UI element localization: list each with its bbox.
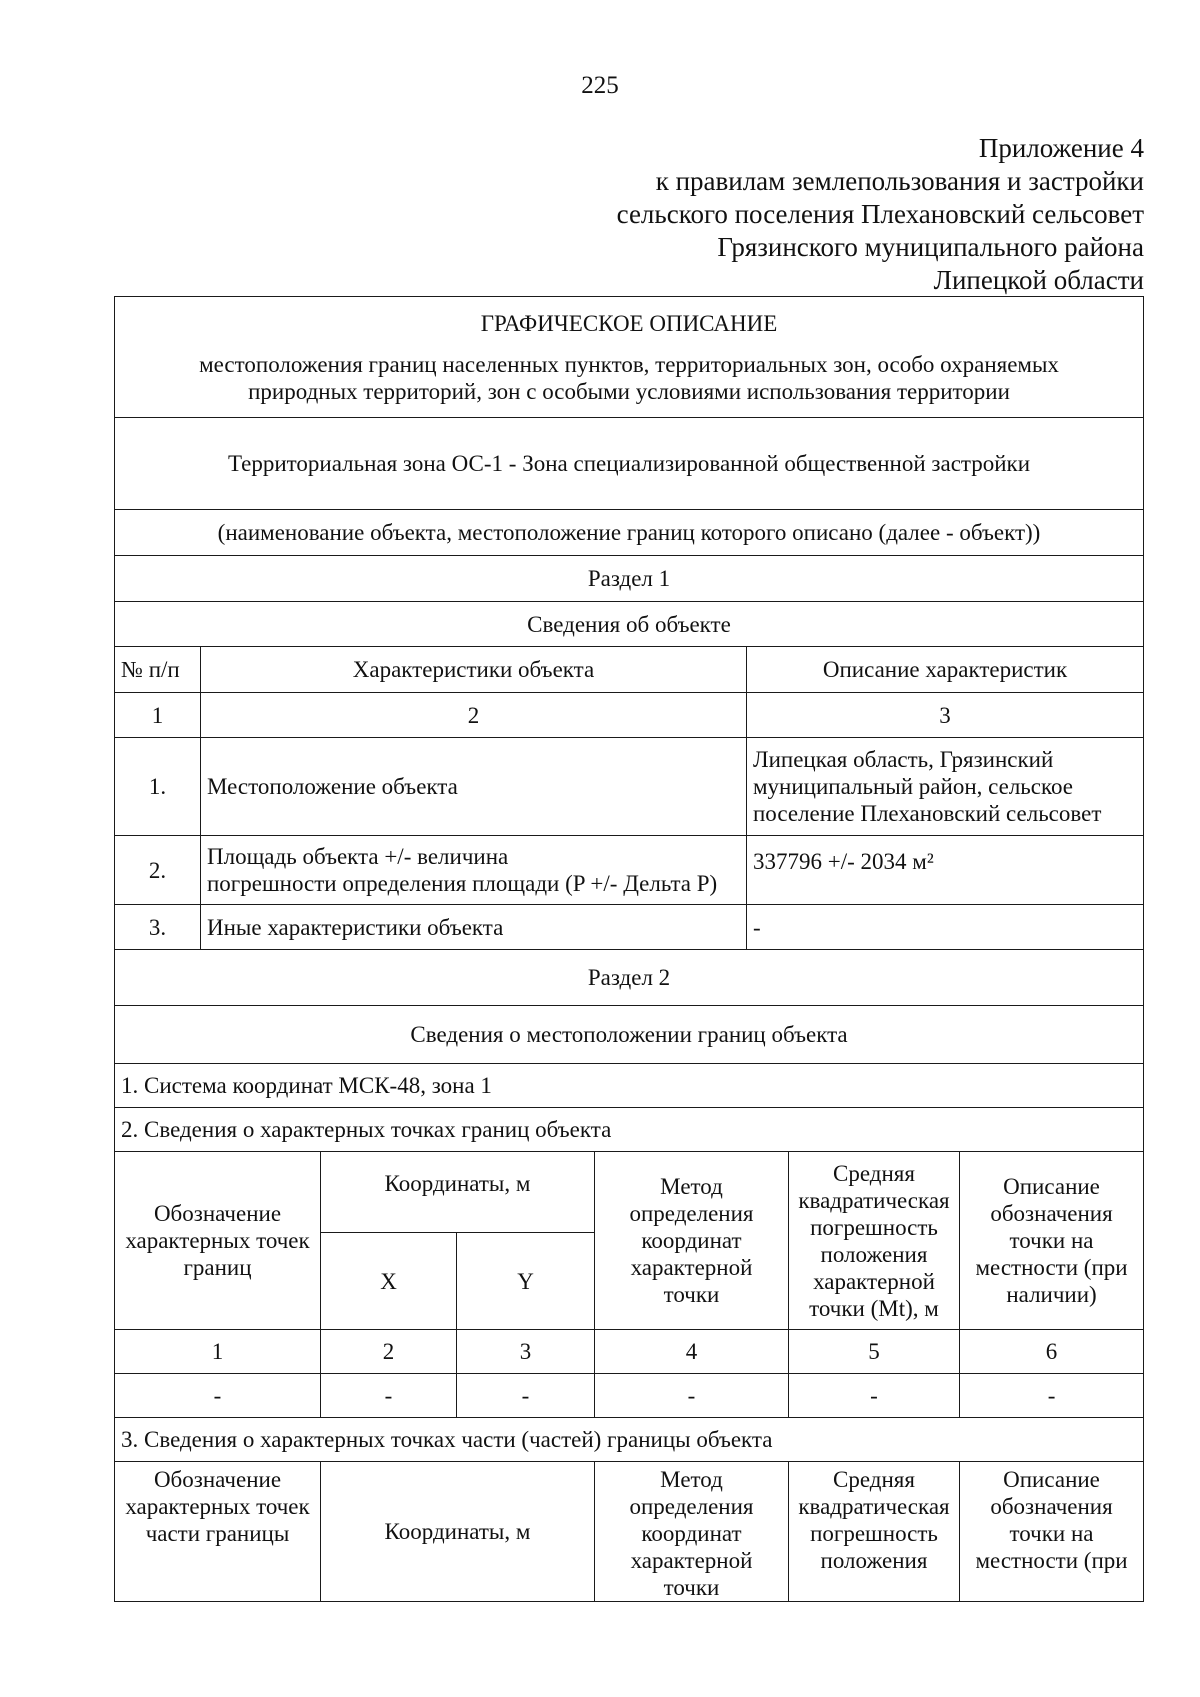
text-line: характерных точек (125, 1494, 310, 1519)
text-line: Липецкая область, Грязинский (753, 747, 1054, 772)
text-line: обозначения (990, 1494, 1113, 1519)
text-line: границ (183, 1255, 252, 1280)
column-number: 5 (789, 1330, 960, 1374)
header-line: Грязинского муниципального района (717, 232, 1144, 262)
subtitle-line: природных территорий, зон с особыми условиями использования территории (248, 378, 1010, 404)
column-number: 4 (595, 1330, 789, 1374)
row-number: 1. (115, 738, 201, 836)
coord-system: 1. Система координат МСК-48, зона 1 (115, 1064, 1144, 1108)
column-number: 3 (457, 1330, 595, 1374)
text-line: наличии) (1006, 1282, 1097, 1307)
section2-title: Раздел 2 (115, 950, 1144, 1006)
text-line: положения (820, 1241, 928, 1267)
header-y: Y (457, 1233, 595, 1330)
text-line: муниципальный район, сельское (753, 774, 1073, 799)
section1-table (114, 296, 1144, 950)
point-cell: - (115, 1374, 321, 1418)
column-number: 3 (747, 693, 1144, 738)
table-row (115, 1374, 1144, 1418)
text-line: погрешности определения площади (P +/- Дельта P) (207, 871, 718, 896)
text-line: Описание (1003, 1467, 1100, 1492)
text-line: определения (629, 1494, 754, 1519)
parts-header-row (115, 1462, 1144, 1602)
section2-title-row (115, 950, 1144, 1006)
text-line: Метод (660, 1467, 723, 1492)
section2-table (114, 949, 1144, 1602)
title-row (115, 297, 1144, 418)
row-characteristic (201, 905, 747, 950)
points-heading: 2. Сведения о характерных точках границ объекта (115, 1108, 1144, 1152)
text-line: характерных точек (125, 1228, 310, 1253)
section2-subtitle-row (115, 1006, 1144, 1064)
header-line: к правилам землепользования и застройки (655, 166, 1144, 196)
text-line: 337796 +/- 2034 м² (753, 849, 934, 874)
header-error (789, 1152, 960, 1330)
text-line: характерной точки (630, 1255, 753, 1307)
column-number: 6 (960, 1330, 1144, 1374)
header-number: № п/п (115, 647, 201, 693)
object-name: Территориальная зона ОС-1 - Зона специализированной общественной застройки (115, 418, 1144, 510)
section1-title: Раздел 1 (115, 556, 1144, 602)
text-line: Средняя (833, 1160, 915, 1186)
subtitle-line: местоположения границ населенных пунктов, территориальных зон, особо охраняемых (199, 351, 1059, 377)
header-x: X (321, 1233, 457, 1330)
points-header-row (115, 1152, 1144, 1233)
text-line: определения (629, 1201, 754, 1226)
point-cell: - (960, 1374, 1144, 1418)
column-number: 2 (201, 693, 747, 738)
row-characteristic (201, 836, 747, 905)
points-numbers-row (115, 1330, 1144, 1374)
point-cell: - (457, 1374, 595, 1418)
point-cell: - (789, 1374, 960, 1418)
column-number: 1 (115, 1330, 321, 1374)
text-line: Метод (660, 1174, 723, 1199)
header-point-description (960, 1462, 1144, 1602)
text-line: Площадь объекта +/- величина (207, 844, 509, 869)
text-line: Средняя (833, 1467, 915, 1492)
text-line: Обозначение (153, 1467, 282, 1492)
text-line: части границы (145, 1521, 290, 1546)
header-description: Описание характеристик (747, 647, 1144, 693)
header-coordinates: Координаты, м (321, 1152, 595, 1233)
header-designation (115, 1462, 321, 1602)
text-line: квадратическая (798, 1187, 950, 1213)
column-number: 1 (115, 693, 201, 738)
point-cell: - (595, 1374, 789, 1418)
header-method (595, 1152, 789, 1330)
text-line: местности (при (975, 1548, 1128, 1573)
text-line: характерной (813, 1268, 935, 1294)
parts-heading-row (115, 1418, 1144, 1462)
header-coordinates: Координаты, м (321, 1462, 595, 1602)
section1-subtitle: Сведения об объекте (115, 602, 1144, 647)
header-designation (115, 1152, 321, 1330)
text-line: Описание (1003, 1174, 1100, 1199)
text-line: погрешность (810, 1214, 938, 1240)
text-line: точки на (1009, 1521, 1094, 1546)
coord-system-row (115, 1064, 1144, 1108)
text-line: обозначения (990, 1201, 1113, 1226)
text-line: Местоположение объекта (207, 774, 458, 799)
header-point-description (960, 1152, 1144, 1330)
row-description (747, 905, 1144, 950)
text-line: координат (641, 1228, 742, 1253)
text-line: характерной точки (630, 1548, 753, 1600)
table-row (115, 905, 1144, 950)
section1-header-row (115, 647, 1144, 693)
header-line: Липецкой области (933, 265, 1144, 295)
text-line: положения (820, 1548, 928, 1573)
table-row (115, 738, 1144, 836)
title-cell (115, 297, 1144, 418)
text-line: местности (при (975, 1255, 1128, 1280)
appendix-header (617, 132, 1144, 297)
object-caption-row (115, 510, 1144, 556)
section2-subtitle: Сведения о местоположении границ объекта (115, 1006, 1144, 1064)
header-line: сельского поселения Плехановский сельсовет (616, 199, 1144, 229)
object-name-row (115, 418, 1144, 510)
points-heading-row (115, 1108, 1144, 1152)
point-cell: - (321, 1374, 457, 1418)
text-line: точки (Mt), м (809, 1295, 939, 1321)
section1-numbers-row (115, 693, 1144, 738)
section1-subtitle-row (115, 602, 1144, 647)
text-line: - (753, 914, 761, 940)
document-title: ГРАФИЧЕСКОЕ ОПИСАНИЕ (480, 310, 778, 336)
row-number: 3. (115, 905, 201, 950)
parts-heading: 3. Сведения о характерных точках части (частей) границы объекта (115, 1418, 1144, 1462)
row-description (747, 738, 1144, 836)
header-method (595, 1462, 789, 1602)
column-number: 2 (321, 1330, 457, 1374)
header-error (789, 1462, 960, 1602)
object-name-caption: (наименование объекта, местоположение границ которого описано (далее - объект)) (115, 510, 1144, 556)
row-description (747, 836, 1144, 905)
header-characteristics: Характеристики объекта (201, 647, 747, 693)
header-line: Приложение 4 (978, 133, 1144, 163)
section1-title-row (115, 556, 1144, 602)
text-line: поселение Плехановский сельсовет (753, 801, 1102, 826)
text-line: погрешность (810, 1521, 938, 1546)
row-number: 2. (115, 836, 201, 905)
page-number: 225 (581, 72, 619, 99)
row-characteristic (201, 738, 747, 836)
document-subtitle (121, 351, 1137, 405)
text-line: точки на (1009, 1228, 1094, 1253)
text-line: Иные характеристики объекта (207, 914, 504, 940)
table-row (115, 836, 1144, 905)
text-line: Обозначение (153, 1201, 282, 1226)
text-line: квадратическая (798, 1494, 950, 1519)
text-line: координат (641, 1521, 742, 1546)
